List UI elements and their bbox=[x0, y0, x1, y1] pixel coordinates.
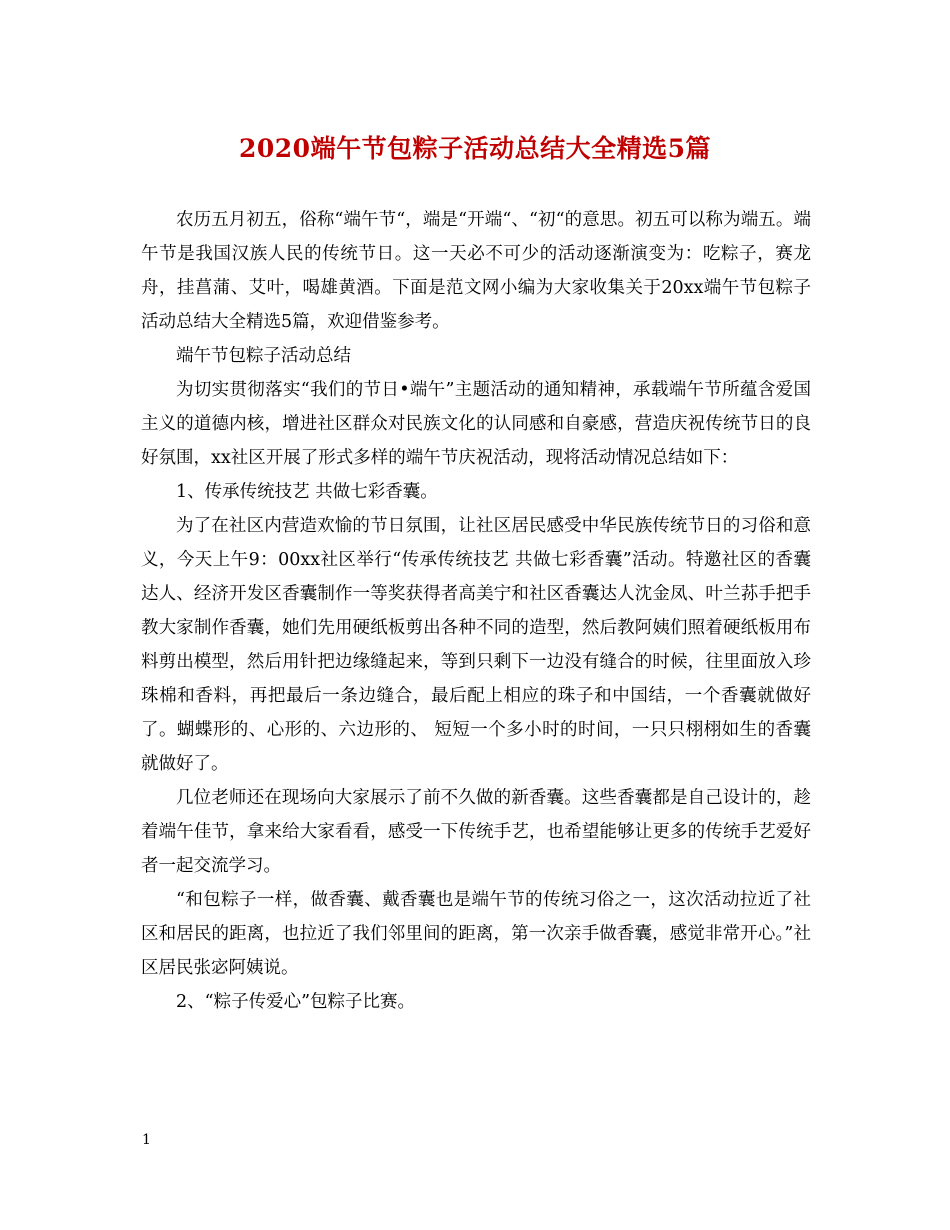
body-paragraph: 为了在社区内营造欢愉的节日氛围，让社区居民感受中华民族传统节日的习俗和意义，今天上午9：00xx社区举行“传承传统技艺 共做七彩香囊”活动。特邀社区的香囊达人、经济开发区香囊制作一等奖获得者高美宁和社区香囊达人沈金凤、叶兰荪手把手教大家制作香囊，她们先用硬纸板剪出各种不同的造型，然后教阿姨们照着硬纸板用布料剪出模型，然后用针把边缘缝起来，等到只剩下一边没有缝合的时候，往里面放入珍珠棉和香料，再把最后一条边缝合，最后配上相应的珠子和中国结，一个香囊就做好了。蝴蝶形的、心形的、六边形的、 短短一个多小时的时间，一只只栩栩如生的香囊就做好了。 bbox=[141, 516, 811, 774]
document-title: 2020端午节包粽子活动总结大全精选5篇 bbox=[239, 134, 711, 163]
section-heading: 端午节包粽子活动总结 bbox=[176, 346, 351, 366]
body-paragraph: 几位老师还在现场向大家展示了前不久做的新香囊。这些香囊都是自己设计的，趁着端午佳节，拿来给大家看看，感受一下传统手艺，也希望能够让更多的传统手艺爱好者一起交流学习。 bbox=[141, 788, 811, 876]
subsection-heading: 2、“粽子传爱心”包粽子比赛。 bbox=[176, 992, 416, 1012]
subsection-heading: 1、传承传统技艺 共做七彩香囊。 bbox=[176, 482, 438, 502]
body-paragraph: 为切实贯彻落实“我们的节日•端午”主题活动的通知精神，承载端午节所蕴含爱国主义的道德内核，增进社区群众对民族文化的认同感和自豪感，营造庆祝传统节日的良好氛围，xx社区开展了形式多样的端午节庆祝活动，现将活动情况总结如下： bbox=[141, 380, 811, 468]
body-paragraph: “和包粽子一样，做香囊、戴香囊也是端午节的传统习俗之一，这次活动拉近了社区和居民的距离，也拉近了我们邻里间的距离，第一次亲手做香囊，感觉非常开心。”社区居民张宓阿姨说。 bbox=[141, 890, 811, 978]
page-number: 1 bbox=[142, 1132, 151, 1148]
intro-paragraph: 农历五月初五，俗称“端午节“，端是“开端“、“初“的意思。初五可以称为端五。端午节是我国汉族人民的传统节日。这一天必不可少的活动逐渐演变为：吃粽子，赛龙舟，挂菖蒲、艾叶，喝雄黄酒。下面是范文网小编为大家收集关于20xx端午节包粽子活动总结大全精选5篇，欢迎借鉴参考。 bbox=[141, 210, 811, 332]
document-body bbox=[141, 203, 811, 1019]
